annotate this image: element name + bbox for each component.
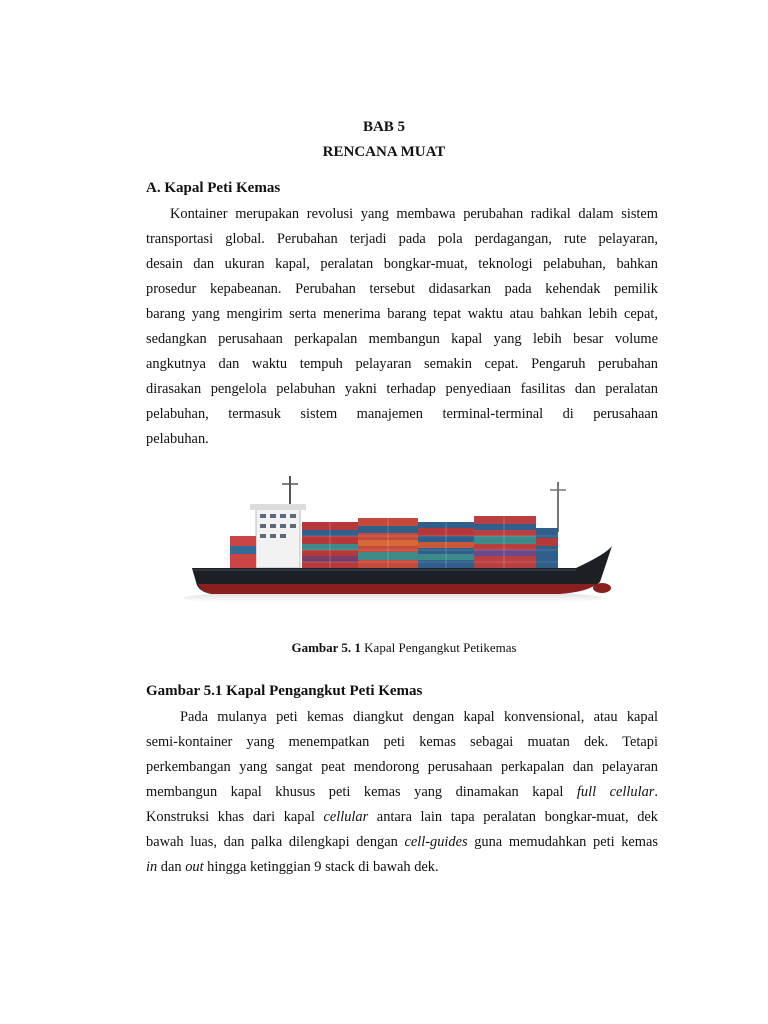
chapter-number: BAB 5 <box>362 119 406 135</box>
paragraph-line: pelabuhan. <box>146 431 209 447</box>
paragraph-1 <box>146 202 658 452</box>
paragraph-line: sedangkan perusahaan perkapalan membangun kapal yang lebih besar volume <box>146 331 658 347</box>
paragraph-line <box>146 855 658 880</box>
container-ship-image <box>178 470 618 615</box>
paragraph-line: Pada mulanya peti kemas diangkut dengan kapal konvensional, atau kapal <box>180 709 658 725</box>
paragraph-2 <box>146 705 658 880</box>
paragraph-line: desain dan ukuran kapal, peralatan bongkar-muat, teknologi pelabuhan, bahkan <box>146 256 658 272</box>
text-run: dan <box>157 859 186 875</box>
chapter-title: RENCANA MUAT <box>322 144 446 160</box>
text-run: membangun kapal khusus peti kemas yang dinamakan kapal <box>146 784 577 800</box>
paragraph-line: perkembangan yang sangat peat mendorong perusahaan perkapalan dan pelayaran <box>146 759 658 775</box>
italic-term: cell-guides <box>404 834 468 850</box>
italic-term: out <box>185 859 204 875</box>
text-run: antara lain tapa peralatan bongkar-muat, dek <box>368 809 658 825</box>
figure-caption-label: Gambar 5. 1 <box>291 640 361 655</box>
paragraph-line: semi-kontainer yang menempatkan peti kemas sebagai muatan dek. Tetapi <box>146 734 658 750</box>
text-run: guna memudahkan peti kemas <box>467 834 658 850</box>
italic-term: cellular <box>323 809 369 825</box>
paragraph-line <box>146 780 658 805</box>
paragraph-line: angkutnya dan waktu tempuh pelayaran semakin cepat. Pengaruh perubahan <box>146 356 658 372</box>
figure-caption <box>0 640 768 656</box>
text-run: Konstruksi khas dari kapal <box>146 809 324 825</box>
text-run: bawah luas, dan palka dilengkapi dengan <box>146 834 405 850</box>
section-a-heading: A. Kapal Peti Kemas <box>146 180 281 196</box>
text-run: hingga ketinggian 9 stack di bawah dek. <box>203 859 439 875</box>
italic-term: in <box>146 859 158 875</box>
paragraph-line: pelabuhan, termasuk sistem manajemen terminal-terminal di perusahaan <box>146 406 658 422</box>
paragraph-line: Kontainer merupakan revolusi yang membawa perubahan radikal dalam sistem <box>170 206 658 222</box>
paragraph-line: transportasi global. Perubahan terjadi pada pola perdagangan, rute pelayaran, <box>146 231 658 247</box>
paragraph-line <box>146 805 658 830</box>
paragraph-line: barang yang mengirim serta menerima barang tepat waktu atau bahkan lebih cepat, <box>146 306 658 322</box>
paragraph-line: prosedur kepabeanan. Perubahan tersebut didasarkan pada kehendak pemilik <box>146 281 658 297</box>
figure-caption-text: Kapal Pengangkut Petikemas <box>360 640 517 655</box>
italic-term: full cellular <box>576 784 655 800</box>
section-b-heading: Gambar 5.1 Kapal Pengangkut Peti Kemas <box>146 683 423 699</box>
text-run: . <box>654 784 658 800</box>
paragraph-line <box>146 830 658 855</box>
paragraph-line: dirasakan pengelola pelabuhan yakni terhadap penyediaan fasilitas dan peralatan <box>146 381 658 397</box>
